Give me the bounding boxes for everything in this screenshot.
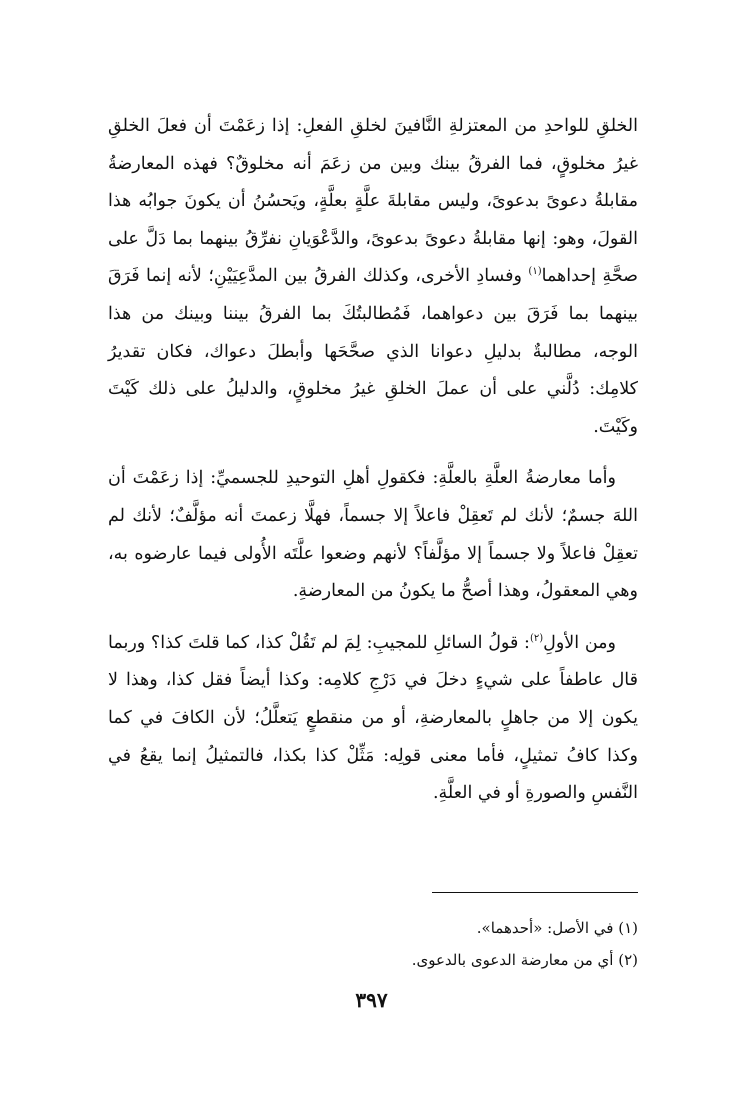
- footnote-separator: [432, 892, 638, 893]
- paragraph-2: [108, 460, 638, 610]
- footnote-2: (٢) أي من معارضة الدعوى بالدعوى.: [411, 951, 638, 969]
- paragraph-1-tail: وفسادِ الأخرى، وكذلك الفرقُ بين المدَّعِيَيْنِ؛ لأنه إنما فَرَقَ بينهما بما فَرَقَ بين دعواهما، فَمُطالبتُكَ بما الفرقُ بيننا وبينك من هذا الوجه، مطالبةٌ بدليلِ دعوانا الذي صحَّحَها وأبطلَ دعواك، فكان تقديرُ كلامِك: دُلَّني على أن عملَ الخلقِ غيرُ مخلوقٍ، والدليلُ على ذلك كَيْتَ وكَيْتَ.: [108, 266, 638, 437]
- footnotes: [300, 912, 638, 976]
- paragraph-2-text: وأما معارضةُ العلَّةِ بالعلَّةِ: فكقولِ أهلِ التوحيدِ للجسميِّ: إذا زعَمْتَ أن اللهَ جسمٌ؛ لأنك لم تَعقِلْ فاعلاً إلا جسماً، فهلَّا زعمتَ أنه مؤلَّفٌ؛ لأنك لم تعقِلْ فاعلاً ولا جسماً إلا مؤلَّفاً؟ لأنهم وضعوا علَّتَه الأُولى فيما عارضوه به، وهي المعقولُ، وهذا أصحُّ ما يكونُ من المعارضةِ.: [108, 468, 638, 602]
- footnote-1: (١) في الأصل: «أحدهما».: [476, 919, 638, 937]
- paragraph-3-tail: : قولُ السائلِ للمجيبِ: لِمَ لم تَقُلْ كذا، كما قلتَ كذا؟ وربما قال عاطفاً على شيءٍ دخلَ في دَرْجِ كلامِه: وكذا أيضاً فقل كذا، وهذا لا يكون إلا من جاهلٍ بالمعارضةِ، أو من منقطعٍ يَتعلَّلُ؛ لأن الكافَ في كما وكذا كافُ تمثيلٍ، فأما معنى قولِه: مَثِّلْ كذا بكذا، فالتمثيلُ إنما يقعُ في النَّفسِ والصورةِ أو في العلَّةِ.: [108, 632, 638, 804]
- paragraph-3-text: ومن الأولِ: [543, 632, 617, 653]
- paragraph-1: [108, 108, 638, 446]
- paragraph-1-text: الخلقِ للواحدِ من المعتزلةِ النَّافينَ لخلقِ الفعلِ: إذا زعَمْتَ أن فعلَ الخلقِ غيرُ مخلوقٍ، فما الفرقُ بينك وبين من زعَمَ أنه مخلوقٌ؟ فهذه المعارضةُ مقابلةُ دعوىً بدعوىً، وليس مقابلةَ علَّةٍ بعلَّةٍ، ويَحسُنُ أن يكونَ جوابُه هذا القولَ، وهو: إنها مقابلةُ دعوىً بدعوىً، والدَّعْوَيانِ نفرِّقُ بينهما بما دَلَّ على صحَّةِ إحداهما: [108, 116, 638, 287]
- main-text: [108, 108, 638, 813]
- paragraph-3: [108, 625, 638, 813]
- page-number: ٣٩٧: [355, 988, 388, 1012]
- footnote-reference-2: (٢): [529, 632, 544, 644]
- footnote-reference-1: (١): [528, 266, 542, 278]
